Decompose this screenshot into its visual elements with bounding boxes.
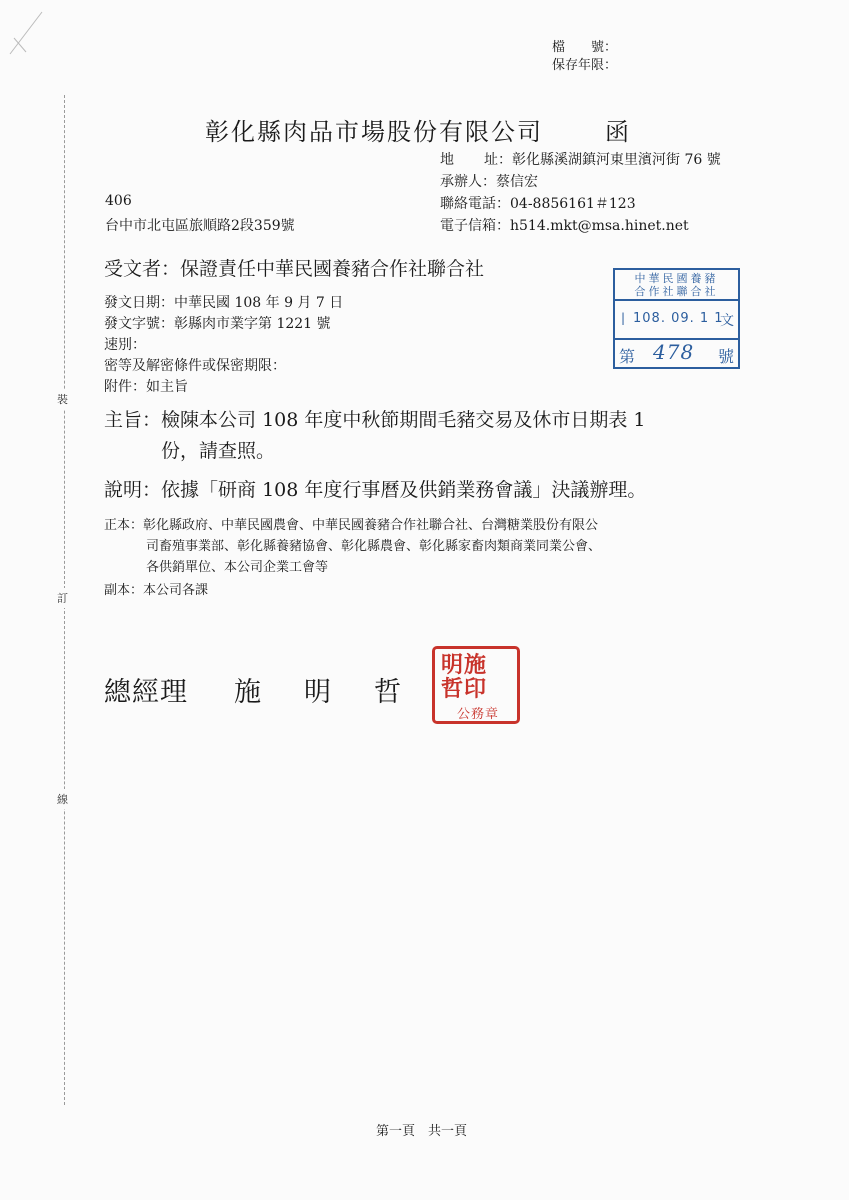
retention-period-label: 保存年限：: [552, 58, 618, 73]
sender-phone: 聯絡電話：04-8856161＃123: [440, 193, 636, 213]
email-value: h514.mkt@msa.hinet.net: [510, 218, 689, 234]
seal-subtext: 公務章: [457, 707, 500, 722]
receipt-stamp-number: 478: [653, 340, 695, 364]
file-number-label: 檔 號：: [552, 40, 618, 55]
signature-name-3: 哲: [374, 677, 402, 708]
document-type: 函: [605, 118, 629, 146]
issue-reference: 發文字號：彰縣肉市業字第 1221 號: [104, 316, 331, 332]
receipt-stamp-org-line1: 中華民國養豬: [634, 272, 719, 285]
sender-address: 地 址：彰化縣溪湖鎮河東里濱河街 76 號: [440, 149, 721, 169]
company-title: 彰化縣肉品市場股份有限公司: [205, 118, 543, 146]
secrecy-label: 密等及解密條件或保密期限: [104, 358, 272, 374]
issue-date-value: 中華民國 108 年 9 月 7 日: [174, 295, 344, 311]
receipt-stamp-hao: 號: [717, 347, 734, 366]
phone-value: 04-8856161＃123: [510, 196, 636, 212]
subject-line2: [161, 436, 275, 463]
distribution-main-line2: 司畜殖事業部、彰化縣養豬協會、彰化縣農會、彰化縣家畜肉類商業同業公會、: [146, 539, 602, 554]
receipt-stamp-org-line2: 合作社聯合社: [634, 285, 719, 298]
distribution-main-line1: 正本：彰化縣政府、中華民國農會、中華民國養豬合作社聯合社、台灣糖業股份有限公: [104, 518, 599, 533]
handler-label: 承辦人: [440, 174, 482, 190]
explanation-text: 依據「研商 108 年度行事曆及供銷業務會議」決議辦理。: [161, 479, 647, 501]
receipt-stamp-wen: 文: [720, 313, 734, 329]
explanation-label: 說明: [104, 479, 143, 501]
recipient-mailing-address: 台中市北屯區旅順路2段359號: [105, 218, 295, 234]
receipt-stamp-date: 108. 09. 1 1: [633, 311, 724, 326]
email-label: 電子信箱: [440, 218, 496, 234]
signature-name-2: 明: [304, 677, 332, 708]
address-label: 地 址: [440, 152, 498, 168]
recipient-name: 保證責任中華民國養豬合作社聯合社: [180, 258, 485, 280]
secrecy: 密等及解密條件或保密期限：: [104, 358, 286, 374]
attachment-value: 如主旨: [146, 379, 188, 395]
subject-text-line1: 檢陳本公司 108 年度中秋節期間毛豬交易及休市日期表 1: [161, 409, 646, 431]
receipt-stamp: [613, 268, 740, 369]
recipient-postcode: 406: [105, 193, 132, 209]
distribution-copy-label: 副本: [104, 583, 131, 598]
handler-value: 蔡信宏: [496, 174, 538, 190]
seal-glyphs-line1: 明施: [441, 652, 488, 678]
signature-name-1: 施: [234, 677, 262, 708]
official-seal: [432, 646, 520, 724]
issue-date: 發文日期：中華民國 108 年 9 月 7 日: [104, 295, 344, 311]
issue-reference-value: 彰縣肉市業字第 1221 號: [174, 316, 331, 332]
speed-label: 速別: [104, 337, 132, 353]
recipient-line: 受文者：保證責任中華民國養豬合作社聯合社: [104, 258, 485, 280]
receipt-stamp-bracket-icon: |: [621, 311, 626, 325]
sender-handler: 承辦人：蔡信宏: [440, 171, 538, 191]
sender-email: 電子信箱：h514.mkt@msa.hinet.net: [440, 215, 689, 235]
attachment-label: 附件: [104, 379, 132, 395]
recipient-label: 受文者: [104, 258, 162, 280]
issue-reference-label: 發文字號: [104, 316, 160, 332]
distribution-main-line3: 各供銷單位、本公司企業工會等: [146, 560, 329, 575]
address-value: 彰化縣溪湖鎮河東里濱河街 76 號: [512, 152, 721, 168]
issue-date-label: 發文日期: [104, 295, 160, 311]
distribution-copy: 副本：本公司各課: [104, 583, 209, 598]
corner-scratch: [6, 8, 46, 58]
distribution-main-label: 正本: [104, 518, 131, 533]
attachment: 附件：如主旨: [104, 379, 188, 395]
explanation: 說明：依據「研商 108 年度行事曆及供銷業務會議」決議辦理。: [104, 479, 647, 501]
page-footer: 第一頁 共一頁: [376, 1124, 468, 1139]
speed: 速別：: [104, 337, 146, 353]
phone-label: 聯絡電話: [440, 196, 496, 212]
signature-title: 總經理: [104, 677, 188, 708]
seal-glyphs-line2: 哲印: [441, 676, 488, 702]
receipt-stamp-org: [615, 270, 738, 301]
general-manager-signature: [104, 670, 402, 709]
subject-line1: 主旨：檢陳本公司 108 年度中秋節期間毛豬交易及休市日期表 1: [104, 409, 646, 431]
receipt-stamp-di: 第: [619, 347, 636, 366]
subject-label: 主旨: [104, 409, 143, 431]
binding-char-ding: 訂: [57, 588, 68, 608]
distribution-copy-text: 本公司各課: [143, 583, 209, 598]
distribution-main-text-1: 彰化縣政府、中華民國農會、中華民國養豬合作社聯合社、台灣糖業股份有限公: [143, 518, 599, 533]
binding-char-zhuang: 裝: [57, 389, 68, 409]
subject-text-line2: 份，請查照。: [161, 440, 276, 462]
binding-char-xian: 線: [57, 789, 68, 809]
